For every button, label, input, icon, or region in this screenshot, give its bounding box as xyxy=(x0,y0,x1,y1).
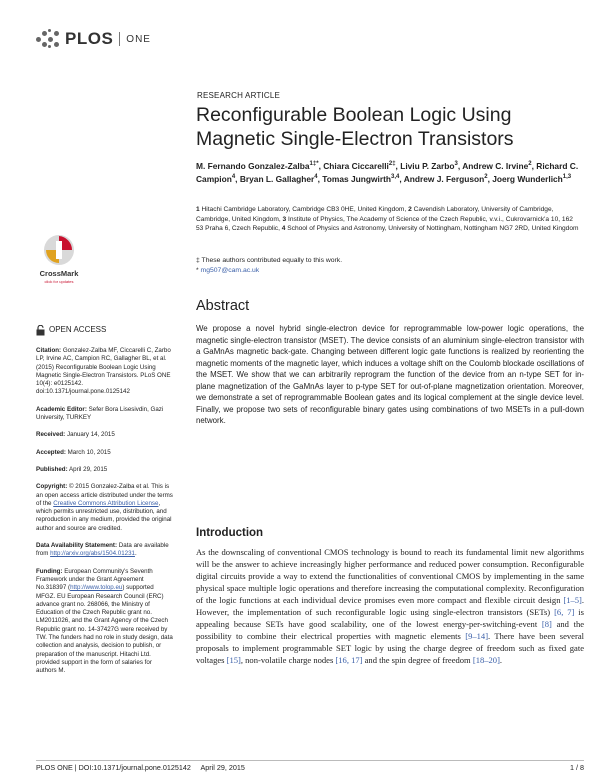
author-name[interactable]: Bryan L. Gallagher$^4$ xyxy=(239,174,318,185)
citation-label: Citation: xyxy=(36,347,62,354)
reference-link[interactable]: [16, 17] xyxy=(335,655,363,666)
affiliation-text: Hitachi Cambridge Laboratory, Cambridge CB3 0HE, United Kingdom, xyxy=(201,206,409,213)
author-name[interactable]: Richard C. Campion$^4$ xyxy=(196,160,579,185)
article-info-sidebar xyxy=(36,325,174,685)
data-availability-label: Data Availability Statement: xyxy=(36,542,118,550)
affiliation-text: Institute of Physics, The Academy of Science of the Czech Republic, v.v.i., Cukrovarnick'a 10, 162 53 Praha 6, Czech Republic, xyxy=(196,215,573,233)
author-list: M. Fernando Gonzalez-Zalba$^{1\ddagger*}$, Chiara Ciccarelli$^{2\ddagger}$, Liviu P. Zarbo$^3$, Andrew C. Irvine$^2$, Richard C. Campion$^4$, Bryan L. Gallagher$^4$, Tomas Jungwirth$^{3,4}$, Andrew J. Ferguson$^2$, Joerg Wunderlich$^{1,3}$ xyxy=(196,160,579,185)
author-affiliation-marker: 2 xyxy=(484,174,488,181)
editor-block xyxy=(36,406,174,423)
author-notes xyxy=(196,256,576,275)
author-affiliation-marker: 1‡* xyxy=(309,161,319,167)
reference-link[interactable]: [1–5] xyxy=(563,595,582,606)
accepted-block xyxy=(36,449,174,457)
intro-text-4: and the possibility to combine their electrical properties with magnetic elements xyxy=(196,619,585,642)
author-affiliation-marker: 2 xyxy=(528,161,532,167)
intro-text-3: is appealing because SETs have good scalability, one of the lowest energy-per-switching-event xyxy=(196,607,584,630)
affiliation-number: 3 xyxy=(282,215,288,223)
author-name[interactable]: Liviu P. Zarbo$^3$ xyxy=(400,160,458,171)
author-affiliation-marker: 4 xyxy=(231,174,236,181)
intro-text-8: . xyxy=(499,655,503,666)
brand-name: PLOS xyxy=(65,29,114,48)
author-name[interactable]: Tomas Jungwirth$^{3,4}$ xyxy=(322,174,400,185)
author-name[interactable]: Joerg Wunderlich$^{1,3}$ xyxy=(492,174,572,185)
affiliation-number: 4 xyxy=(281,225,288,233)
journal-name: ONE xyxy=(126,33,151,45)
intro-text-7: and the spin degree of freedom xyxy=(364,655,471,666)
published-block xyxy=(36,466,174,474)
crossmark-icon xyxy=(36,232,82,292)
author-name[interactable]: Chiara Ciccarelli$^{2\ddagger}$ xyxy=(323,160,396,171)
copyright-text-post: , which permits unrestricted use, distribution, and reproduction in any medium, provided the original author and source are credited. xyxy=(36,499,172,532)
intro-text-1: As the downscaling of conventional CMOS technology is bound to reach its fundamental limit new algorithms will be the answer to achieve increasingly higher performance and reduced power consumption. Reconfigurable digital circuits provide a way to extend the functionalities of conventional CMOS by implementing in the same physical space multiple logic operations and therefore increasing the computational complexity. Reconfiguration of the logic functions at each individual device promises even more compact and flexible circuit design xyxy=(196,547,584,606)
crossmark-label: CrossMark xyxy=(39,269,79,278)
citation-text: Gonzalez-Zalba MF, Ciccarelli C, Zarbo LP, Irvine AC, Campion RC, Gallagher BL, et al. (2015) Reconfigurable Boolean Logic Using Magnetic Single-Electron Transistors. PLoS ONE 10(4): e0125142. doi:10.1371/journal.pone.0125142 xyxy=(36,347,171,396)
author-affiliation-marker: 3,4 xyxy=(391,174,400,181)
copyright-label: Copyright: xyxy=(36,483,68,491)
author-affiliation-marker: 1,3 xyxy=(562,174,572,181)
accepted-date: March 10, 2015 xyxy=(67,448,111,456)
received-date: January 14, 2015 xyxy=(66,431,115,439)
email-marker: * xyxy=(196,266,199,274)
affiliation-number: 1 xyxy=(196,206,202,213)
intro-text-6: , non-volatile charge nodes xyxy=(240,655,334,666)
funding-block xyxy=(36,568,174,676)
footer-divider xyxy=(36,760,584,761)
arxiv-link[interactable]: http://arxiv.org/abs/1504.01231 xyxy=(50,550,135,558)
funding-pre: European Community's Seventh Framework under the Grant Agreement No.318397 ( xyxy=(36,567,153,592)
intro-text-5: . There have been several proposals to implement programmable SET logic by using the charge degree of freedom such as fixed gate voltages xyxy=(196,631,584,666)
funding-label: Funding: xyxy=(36,567,63,575)
published-date: April 29, 2015 xyxy=(69,465,108,473)
affiliation-text: School of Physics and Astronomy, University of Nottingham, Nottingham NG7 2RD, United Kingdom xyxy=(287,225,579,233)
reference-link[interactable]: [18–20] xyxy=(472,655,500,666)
license-link[interactable]: Creative Commons Attribution License xyxy=(53,499,159,507)
author-affiliation-marker: 2‡ xyxy=(388,161,396,167)
plos-dots-icon xyxy=(36,29,62,49)
affiliations xyxy=(196,205,581,234)
abstract-text: We propose a novel hybrid single-electron device for reprogrammable low-power logic operations, the magnetic single-electron transistor (MSET). The device consists of an aluminium single-electron transistor with a GaMnAs magnetic back-gate. Changing between different logic gate functions is realized by reorienting the magnetic moments of the magnetic layer, which induces a voltage shift on the Coulomb blockade oscillations of the MSET. We show that we can arbitrarily reprogram the function of the device from an n-type SET for in-plane magnetization of the GaMnAs layer to p-type SET for out-of-plane magnetization orientation. Moreover, we demonstrate a set of reprogrammable Boolean gates and its logical complement at the single device level. Finally, we propose two sets of reconfigurable binary gates using combinations of two MSETs in a pull-down network. xyxy=(196,324,584,426)
email-link[interactable]: mg507@cam.ac.uk xyxy=(200,266,260,274)
paper-title: Reconfigurable Boolean Logic Using Magnetic Single-Electron Transistors xyxy=(196,104,514,150)
reference-link[interactable]: [15] xyxy=(226,655,241,666)
published-label: Published: xyxy=(36,465,68,473)
citation-block xyxy=(36,347,174,397)
affiliation-number: 2 xyxy=(408,206,414,213)
crossmark-sub: click for updates xyxy=(44,279,74,284)
author-affiliation-marker: 4 xyxy=(314,174,318,181)
plos-one-logo[interactable] xyxy=(36,28,151,50)
data-availability-block xyxy=(36,542,174,559)
funding-post: ) supported MFGZ. EU European Research Council (ERC) advance grant no. 268066, the Ministry of Education of the Czech Republic grant no. LM2011026, and the Grant Agency of the Czech Republic grant no. 14-37427G were received by TW. The funders had no role in study design, data collection and analysis, decision to publish, or preparation of the manuscript. Hitachi Ltd. provided support in the form of salaries for authors M. xyxy=(36,584,173,675)
logo-divider xyxy=(119,32,120,46)
reference-link[interactable]: [6, 7] xyxy=(554,607,575,618)
article-type: RESEARCH ARTICLE xyxy=(197,91,281,100)
equal-contribution-note: ‡ These authors contributed equally to this work. xyxy=(196,257,343,264)
reference-link[interactable]: [9–14] xyxy=(465,631,489,642)
copyright-block xyxy=(36,483,174,533)
author-affiliation-marker: 3 xyxy=(454,161,458,167)
copyright-text-pre: © 2015 Gonzalez-Zalba et al. This is an open access article distributed under the terms of the xyxy=(36,483,173,507)
reference-link[interactable]: [8] xyxy=(541,619,552,630)
editor-text: Sefer Bora Lisesivdin, Gazi University, TURKEY xyxy=(36,405,164,422)
page-number: 1 / 8 xyxy=(570,763,584,772)
received-block xyxy=(36,431,174,439)
introduction-text xyxy=(196,546,584,666)
editor-label: Academic Editor: xyxy=(36,405,87,413)
open-access-label: OPEN ACCESS xyxy=(49,325,107,335)
footer-citation: PLOS ONE | DOI:10.1371/journal.pone.0125142 April 29, 2015 xyxy=(36,763,245,772)
intro-text-2: . However, the implementation of such reconfigurable logic using single-electron transistors (SETs) xyxy=(196,595,584,618)
abstract-heading: Abstract xyxy=(196,298,250,314)
received-label: Received: xyxy=(36,431,66,439)
author-name[interactable]: M. Fernando Gonzalez-Zalba$^{1\ddagger*}$ xyxy=(196,160,319,171)
author-name[interactable]: Andrew C. Irvine$^2$ xyxy=(462,160,532,171)
data-availability-pre: Data are available from xyxy=(36,542,169,558)
affiliation-text: Cavendish Laboratory, University of Cambridge, Cambridge, United Kingdom, xyxy=(196,206,554,223)
open-access-badge xyxy=(36,325,174,336)
corresponding-email-line xyxy=(196,266,576,276)
open-lock-icon xyxy=(36,325,45,336)
data-availability-post: . xyxy=(134,550,137,558)
introduction-heading: Introduction xyxy=(196,527,264,539)
accepted-label: Accepted: xyxy=(36,448,66,456)
author-name[interactable]: Andrew J. Ferguson$^2$ xyxy=(403,174,488,185)
crossmark-badge[interactable] xyxy=(36,232,82,292)
funding-link[interactable]: http://www.tolop.eu xyxy=(70,584,123,592)
